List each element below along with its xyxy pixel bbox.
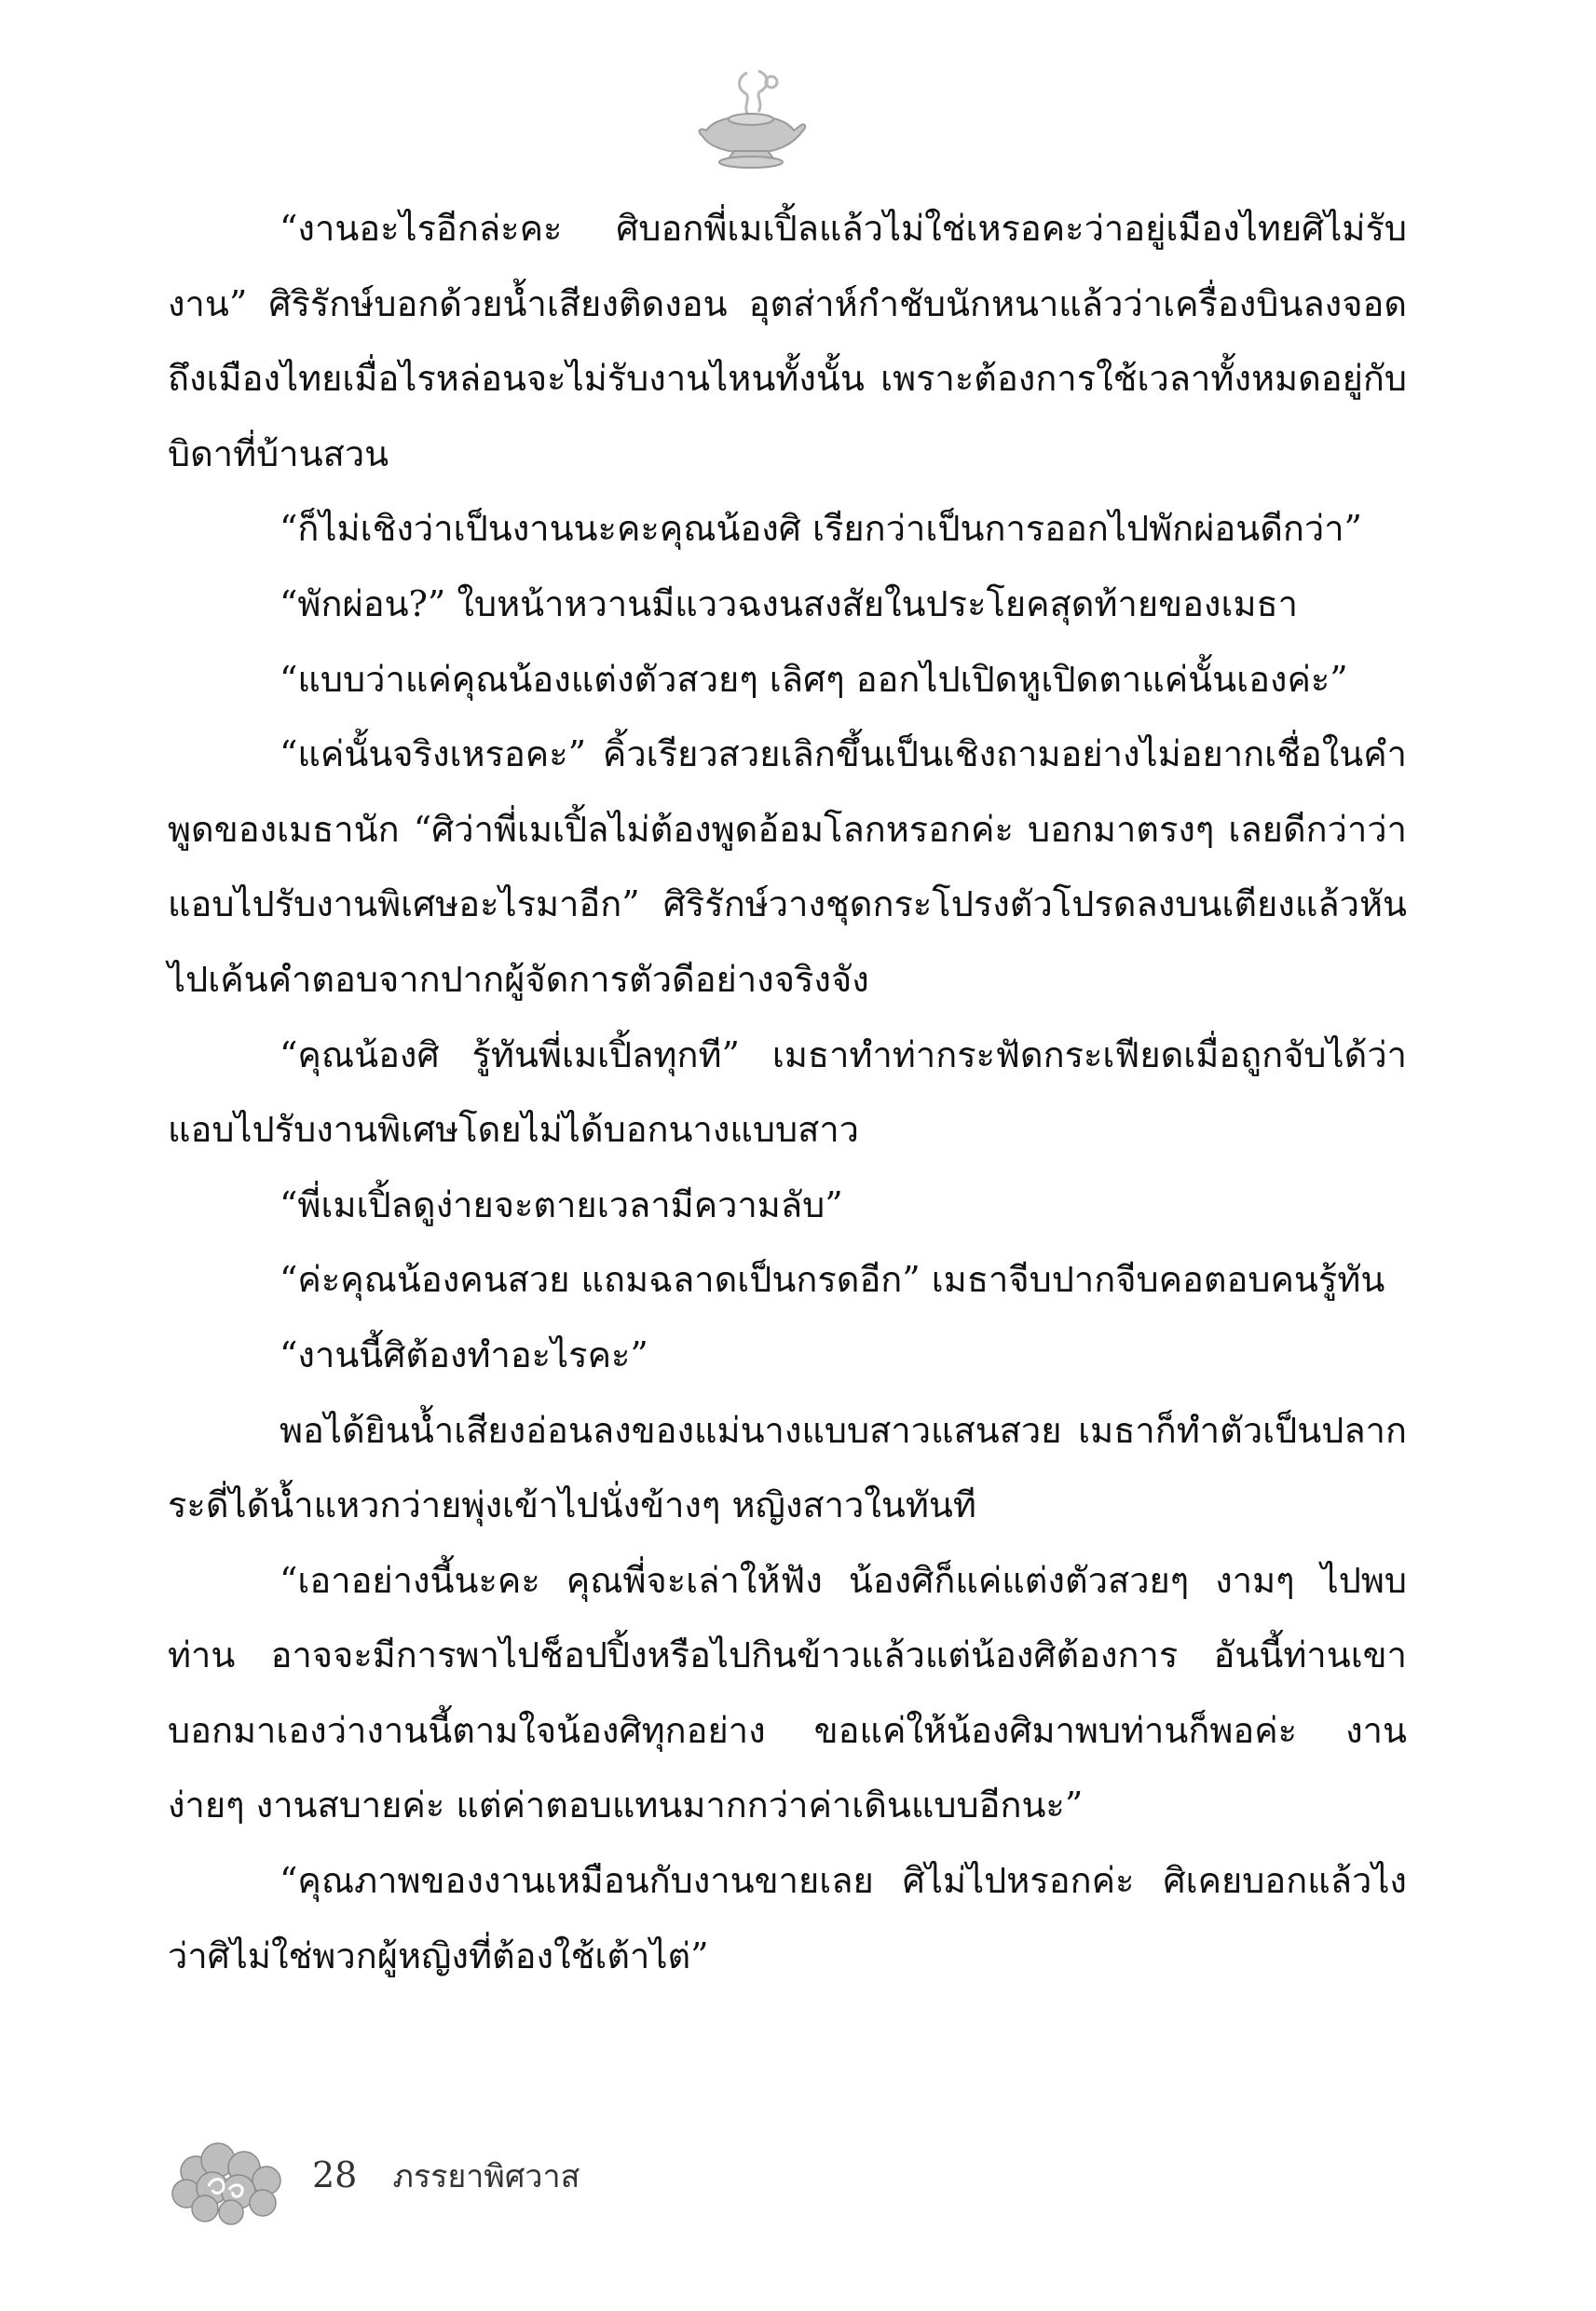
book-title: ภรรยาพิศวาส (392, 2158, 580, 2195)
paragraph: พอได้ยินน้ำเสียงอ่อนลงของแม่นางแบบสาวแสนสวย เมธาก็ทำตัวเป็นปลากระดี่ได้น้ำแหวกว่ายพุ่งเข้าไปนั่งข้างๆ หญิงสาวในทันที (168, 1409, 1407, 1526)
page-number: 28 (312, 2154, 358, 2195)
paragraph: “ค่ะคุณน้องคนสวย แถมฉลาดเป็นกรดอีก” เมธาจีบปากจีบคอตอบคนรู้ทัน (280, 1259, 1385, 1301)
paragraph: “คุณน้องศิ รู้ทันพี่เมเปิ้ลทุกที” เมธาทำท่ากระฟัดกระเฟียดเมื่อถูกจับได้ว่าแอบไปรับงานพิเศษโดยไม่ได้บอกนางแบบสาว (168, 1033, 1407, 1151)
genie-lamp-icon (689, 65, 811, 172)
paragraph: “งานนี้ศิต้องทำอะไรคะ” (280, 1333, 648, 1375)
paragraph: “งานอะไรอีกล่ะคะ ศิบอกพี่เมเปิ้ลแล้วไม่ใช่เหรอคะว่าอยู่เมืองไทยศิไม่รับงาน” ศิริรักษ์บอกด้วยน้ำเสียงติดงอน อุตส่าห์กำชับนักหนาแล้วว่าเครื่องบินลงจอดถึงเมืองไทยเมื่อไรหล่อนจะไม่รับงานไหนทั้งนั้น เพราะต้องการใช้เวลาทั้งหมดอยู่กับบิดาที่บ้านสวน (168, 208, 1407, 474)
flower-bouquet-icon (158, 2134, 298, 2227)
paragraph: “พักผ่อน?” ใบหน้าหวานมีแววฉงนสงสัยในประโยคสุดท้ายของเมธา (280, 582, 1299, 624)
paragraph: “พี่เมเปิ้ลดูง่ายจะตายเวลามีความลับ” (280, 1183, 843, 1225)
paragraph: “แบบว่าแค่คุณน้องแต่งตัวสวยๆ เลิศๆ ออกไปเปิดหูเปิดตาแค่นั้นเองค่ะ” (280, 658, 1348, 700)
paragraph: “ก็ไม่เชิงว่าเป็นงานนะคะคุณน้องศิ เรียกว่าเป็นการออกไปพักผ่อนดีกว่า” (280, 508, 1362, 550)
paragraph: “แค่นั้นจริงเหรอคะ” คิ้วเรียวสวยเลิกขึ้นเป็นเชิงถามอย่างไม่อยากเชื่อในคำพูดของเมธานัก “ศิว่าพี่เมเปิ้ลไม่ต้องพูดอ้อมโลกหรอกค่ะ บอกมาตรงๆ เลยดีกว่าว่าแอบไปรับงานพิเศษอะไรมาอีก” ศิริรักษ์วางชุดกระโปรงตัวโปรดลงบนเตียงแล้วหันไปเค้นคำตอบจากปากผู้จัดการตัวดีอย่างจริงจัง (168, 733, 1407, 1000)
chapter-text (168, 191, 1407, 1993)
paragraph: “เอาอย่างนี้นะคะ คุณพี่จะเล่าให้ฟัง น้องศิก็แค่แต่งตัวสวยๆ งามๆ ไปพบท่าน อาจจะมีการพาไปช็อปปิ้งหรือไปกินข้าวแล้วแต่น้องศิต้องการ อันนี้ท่านเขาบอกมาเองว่างานนี้ตามใจน้องศิทุกอย่าง ขอแค่ให้น้องศิมาพบท่านก็พอค่ะ งานง่ายๆ งานสบายค่ะ แต่ค่าตอบแทนมากกว่าค่าเดินแบบอีกนะ” (168, 1559, 1407, 1826)
paragraph: “คุณภาพของงานเหมือนกับงานขายเลย ศิไม่ไปหรอกค่ะ ศิเคยบอกแล้วไงว่าศิไม่ใช่พวกผู้หญิงที่ต้องใช้เต้าไต่” (168, 1860, 1407, 1976)
page-footer (312, 2151, 580, 2201)
